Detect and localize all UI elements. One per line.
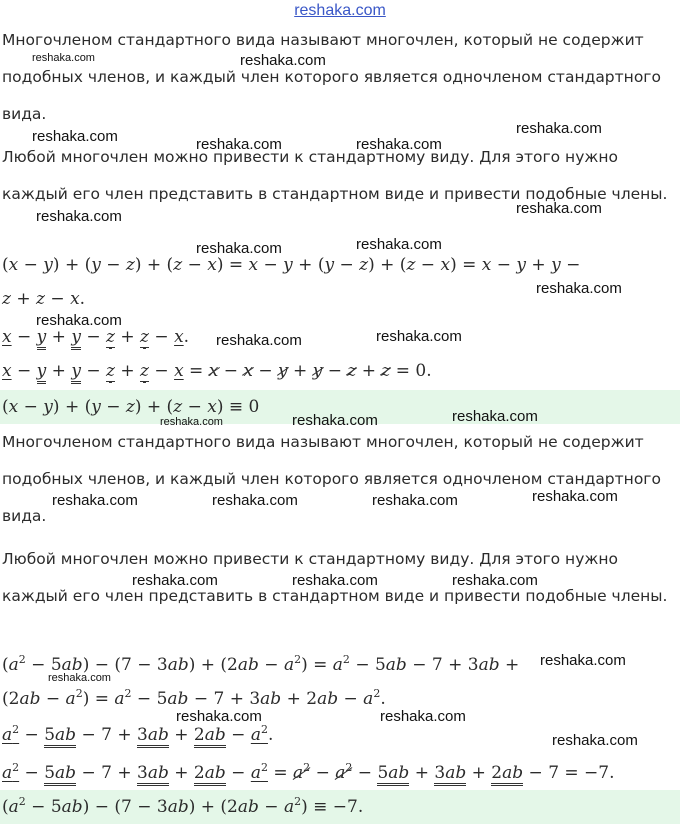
definition-paragraph-1: Многочленом стандартного вида называют многочлен, который не содержит подобных членов, и каждый член которого является одночленом стандартного вида. (2, 31, 661, 123)
watermark: reshaka.com (452, 408, 538, 425)
rule-paragraph-1: Любой многочлен можно привести к стандартному виду. Для этого нужно каждый его член представить в стандартном виде и привести подобные члены. (2, 148, 668, 203)
watermark: reshaka.com (32, 128, 118, 145)
proof2-line2: $(2ab - a^2) = a^2 - 5ab - 7 + 3ab + 2ab - a^2$. (2, 687, 386, 709)
watermark: reshaka.com (532, 488, 618, 505)
watermark: reshaka.com (160, 416, 223, 428)
watermark: reshaka.com (36, 312, 122, 329)
watermark: reshaka.com (216, 332, 302, 349)
proof2-line4: $a^2 - 5ab - 7 + 3ab + 2ab - a^2 = a^2 - a^2 - 5ab + 3ab + 2ab - 7 = -7$. (2, 762, 615, 784)
watermark: reshaka.com (516, 120, 602, 137)
watermark: reshaka.com (536, 280, 622, 297)
watermark: reshaka.com (540, 652, 626, 669)
watermark: reshaka.com (516, 200, 602, 217)
watermark: reshaka.com (196, 136, 282, 153)
watermark: reshaka.com (240, 52, 326, 69)
rule-paragraph-2: Любой многочлен можно привести к стандартному виду. Для этого нужно каждый его член представить в стандартном виде и привести подобные члены. (2, 550, 668, 605)
result-box-2: $(a^2 - 5ab) - (7 - 3ab) + (2ab - a^2) \equiv -7$. (0, 790, 680, 824)
proof1-line3: x − y + y − z + z − x. (2, 326, 189, 348)
definition-paragraph-2: Многочленом стандартного вида называют многочлен, который не содержит подобных членов, и каждый член которого является одночленом стандартного вида. (2, 433, 661, 525)
watermark: reshaka.com (212, 492, 298, 509)
proof1-line4: x − y + y − z + z − x = x − x − y + y − z + z = 0. (2, 360, 432, 382)
watermark: reshaka.com (372, 492, 458, 509)
proof1-line2: z + z − x. (2, 289, 86, 309)
watermark: reshaka.com (292, 572, 378, 589)
watermark: reshaka.com (52, 492, 138, 509)
watermark: reshaka.com (452, 572, 538, 589)
site-link[interactable]: reshaka.com (294, 2, 386, 19)
watermark: reshaka.com (132, 572, 218, 589)
watermark: reshaka.com (48, 672, 111, 684)
watermark: reshaka.com (32, 52, 95, 64)
proof1-line1: (x − y) + (y − z) + (z − x) = x − y + (y − z) + (z − x) = x − y + y − (2, 255, 581, 275)
watermark: reshaka.com (356, 136, 442, 153)
watermark: reshaka.com (196, 240, 282, 257)
result-box-1: (x − y) + (y − z) + (z − x) ≡ 0 (0, 390, 680, 424)
watermark: reshaka.com (36, 208, 122, 225)
watermark: reshaka.com (176, 708, 262, 725)
watermark: reshaka.com (552, 732, 638, 749)
watermark: reshaka.com (356, 236, 442, 253)
proof2-line1: $(a^2 - 5ab) - (7 - 3ab) + (2ab - a^2) = a^2 - 5ab - 7 + 3ab$ + (2, 653, 520, 675)
watermark: reshaka.com (376, 328, 462, 345)
watermark: reshaka.com (292, 412, 378, 429)
watermark: reshaka.com (380, 708, 466, 725)
proof2-line3: $a^2 - 5ab - 7 + 3ab + 2ab - a^2$. (2, 724, 273, 746)
